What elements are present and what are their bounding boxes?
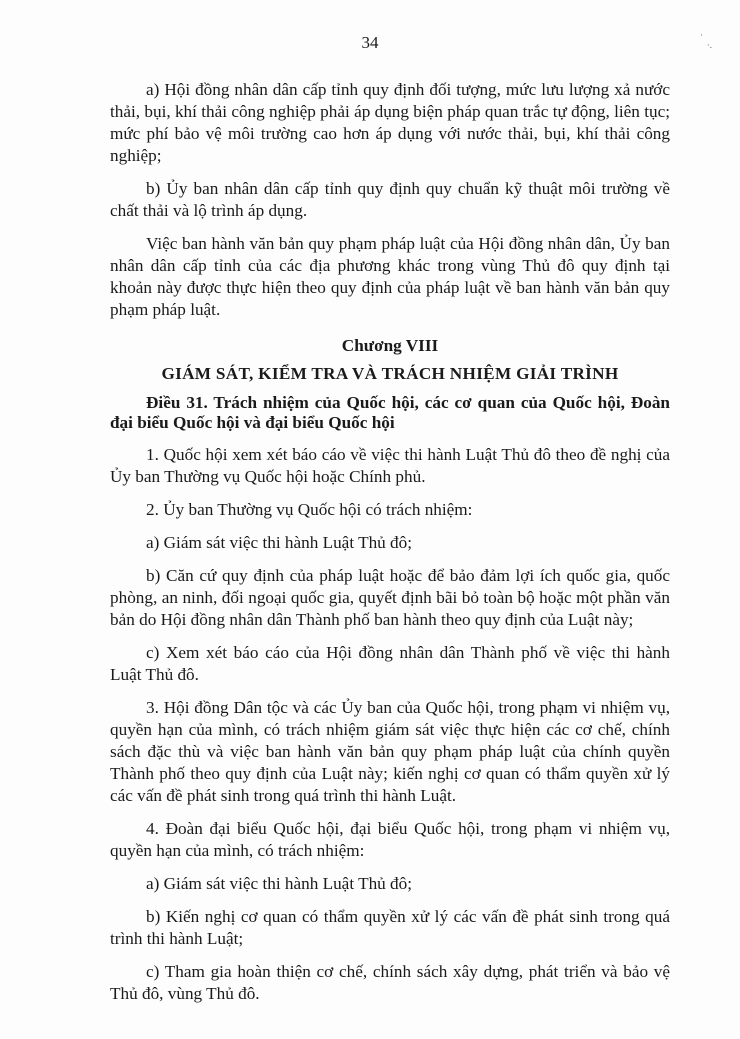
page-number: 34 [361,33,379,52]
paragraph: Việc ban hành văn bản quy phạm pháp luật của Hội đồng nhân dân, Ủy ban nhân dân cấp tỉnh của các địa phương khác trong vùng Thủ đô quy định tại khoản này được thực hiện theo quy định của pháp luật về ban hành văn bản quy phạm pháp luật. [110,234,670,319]
article-paragraph: c) Tham gia hoàn thiện cơ chế, chính sách xây dựng, phát triển và bảo vệ Thủ đô, vùng Thủ đô. [110,962,670,1003]
document-body [110,79,670,1016]
scan-specks: · ·. [700,30,712,50]
chapter-label: Chương VIII [341,336,439,355]
article-paragraph: a) Giám sát việc thi hành Luật Thủ đô; [146,874,413,893]
article-title: Điều 31. Trách nhiệm của Quốc hội, các cơ quan của Quốc hội, Đoàn đại biểu Quốc hội và đại biểu Quốc hội [110,393,670,432]
article-paragraph: 1. Quốc hội xem xét báo cáo về việc thi hành Luật Thủ đô theo đề nghị của Ủy ban Thường vụ Quốc hội hoặc Chính phủ. [110,445,670,486]
article-paragraph: c) Xem xét báo cáo của Hội đồng nhân dân Thành phố về việc thi hành Luật Thủ đô. [110,643,670,684]
chapter-title: GIÁM SÁT, KIỂM TRA VÀ TRÁCH NHIỆM GIẢI TRÌNH [161,364,619,383]
article-paragraph: 3. Hội đồng Dân tộc và các Ủy ban của Quốc hội, trong phạm vi nhiệm vụ, quyền hạn của mình, có trách nhiệm giám sát việc thực hiện các cơ chế, chính sách đặc thù và việc ban hành văn bản quy phạm pháp luật của chính quyền Thành phố theo quy định của Luật này; kiến nghị cơ quan có thẩm quyền xử lý các vấn đề phát sinh trong quá trình thi hành Luật. [110,698,670,805]
paragraph: a) Hội đồng nhân dân cấp tỉnh quy định đối tượng, mức lưu lượng xả nước thải, bụi, khí thải công nghiệp phải áp dụng biện pháp quan trắc tự động, liên tục; mức phí bảo vệ môi trường cao hơn áp dụng với nước thải, bụi, khí thải công nghiệp; [110,80,670,165]
article-paragraph: 2. Ủy ban Thường vụ Quốc hội có trách nhiệm: [146,500,473,519]
article-paragraph: a) Giám sát việc thi hành Luật Thủ đô; [146,533,413,552]
article-paragraph: b) Căn cứ quy định của pháp luật hoặc để bảo đảm lợi ích quốc gia, quốc phòng, an ninh, đối ngoại quốc gia, quyết định bãi bỏ toàn bộ hoặc một phần văn bản do Hội đồng nhân dân Thành phố ban hành theo quy định của Luật này; [110,566,670,629]
article-paragraph: b) Kiến nghị cơ quan có thẩm quyền xử lý các vấn đề phát sinh trong quá trình thi hành Luật; [110,907,670,948]
paragraph: b) Ủy ban nhân dân cấp tỉnh quy định quy chuẩn kỹ thuật môi trường về chất thải và lộ trình áp dụng. [110,179,670,220]
article-paragraph: 4. Đoàn đại biểu Quốc hội, đại biểu Quốc hội, trong phạm vi nhiệm vụ, quyền hạn của mình, có trách nhiệm: [110,819,670,860]
